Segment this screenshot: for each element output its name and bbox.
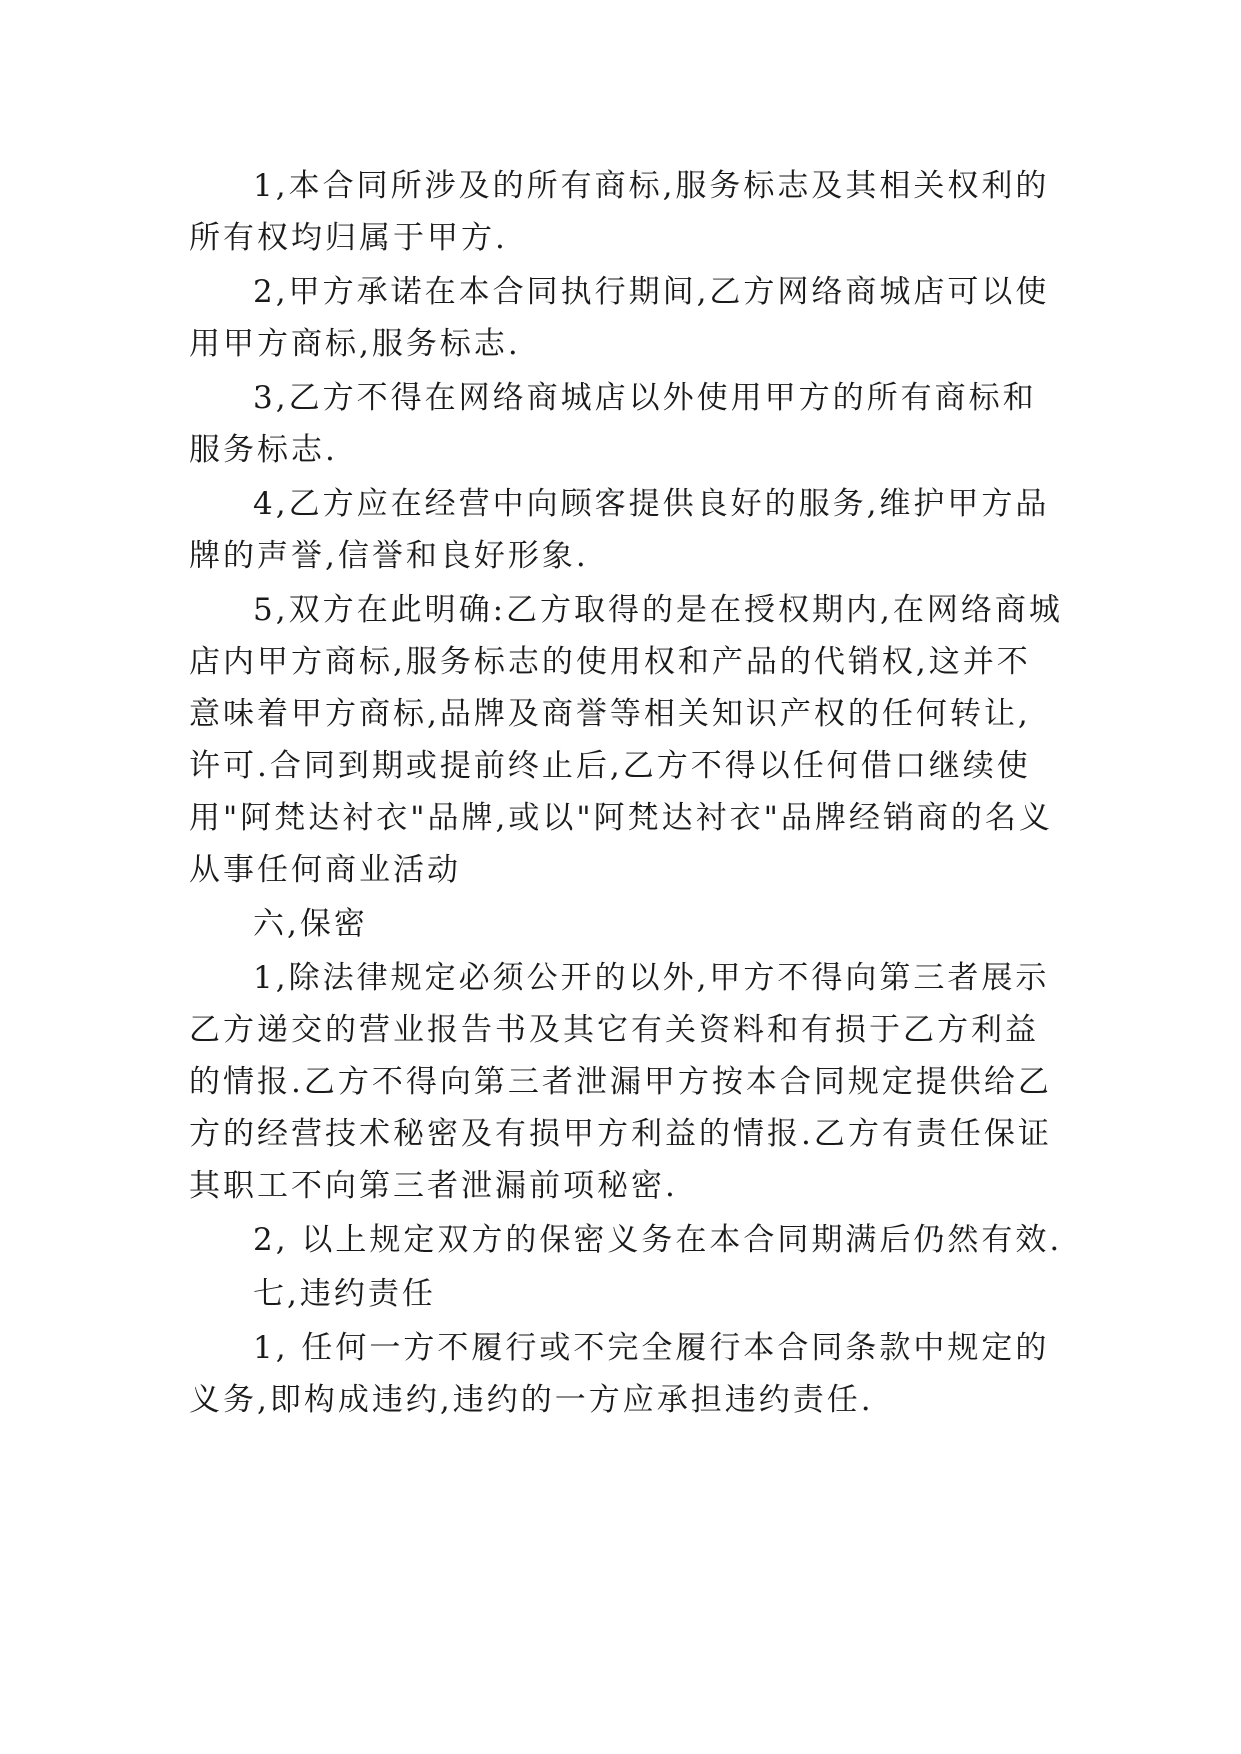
- paragraph-line: 乙方递交的营业报告书及其它有关资料和有损于乙方利益: [189, 1012, 1039, 1048]
- paragraph-line: 的情报.乙方不得向第三者泄漏甲方按本合同规定提供给乙: [189, 1064, 1052, 1100]
- paragraph-line: 意味着甲方商标,品牌及商誉等相关知识产权的任何转让,: [189, 696, 1031, 732]
- paragraph-line: 所有权均归属于甲方.: [189, 220, 508, 256]
- paragraph-line: 服务标志.: [189, 432, 338, 468]
- paragraph-line: 用甲方商标,服务标志.: [189, 326, 521, 362]
- section-heading: 七,违约责任: [253, 1276, 436, 1312]
- paragraph-line: 义务,即构成违约,违约的一方应承担违约责任.: [189, 1382, 874, 1418]
- paragraph-line: 从事任何商业活动: [189, 852, 461, 888]
- paragraph-line: 1,本合同所涉及的所有商标,服务标志及其相关权利的: [253, 168, 1050, 204]
- paragraph-line: 2,甲方承诺在本合同执行期间,乙方网络商城店可以使: [253, 274, 1050, 310]
- paragraph-line: 店内甲方商标,服务标志的使用权和产品的代销权,这并不: [189, 644, 1031, 680]
- paragraph-line: 牌的声誉,信誉和良好形象.: [189, 538, 589, 574]
- section-heading: 六,保密: [253, 906, 368, 942]
- paragraph-line: 5,双方在此明确:乙方取得的是在授权期内,在网络商城: [253, 592, 1063, 628]
- paragraph-line: 4,乙方应在经营中向顾客提供良好的服务,维护甲方品: [253, 486, 1050, 522]
- paragraph-line: 1,除法律规定必须公开的以外,甲方不得向第三者展示: [253, 960, 1050, 996]
- paragraph-line: 1, 任何一方不履行或不完全履行本合同条款中规定的: [253, 1330, 1050, 1366]
- paragraph-line: 其职工不向第三者泄漏前项秘密.: [189, 1168, 678, 1204]
- paragraph-line: 用"阿梵达衬衣"品牌,或以"阿梵达衬衣"品牌经销商的名义: [189, 800, 1053, 836]
- paragraph-line: 许可.合同到期或提前终止后,乙方不得以任何借口继续使: [189, 748, 1031, 784]
- paragraph-line: 3,乙方不得在网络商城店以外使用甲方的所有商标和: [253, 380, 1037, 416]
- paragraph-line: 方的经营技术秘密及有损甲方利益的情报.乙方有责任保证: [189, 1116, 1052, 1152]
- paragraph-line: 2, 以上规定双方的保密义务在本合同期满后仍然有效.: [253, 1222, 1063, 1258]
